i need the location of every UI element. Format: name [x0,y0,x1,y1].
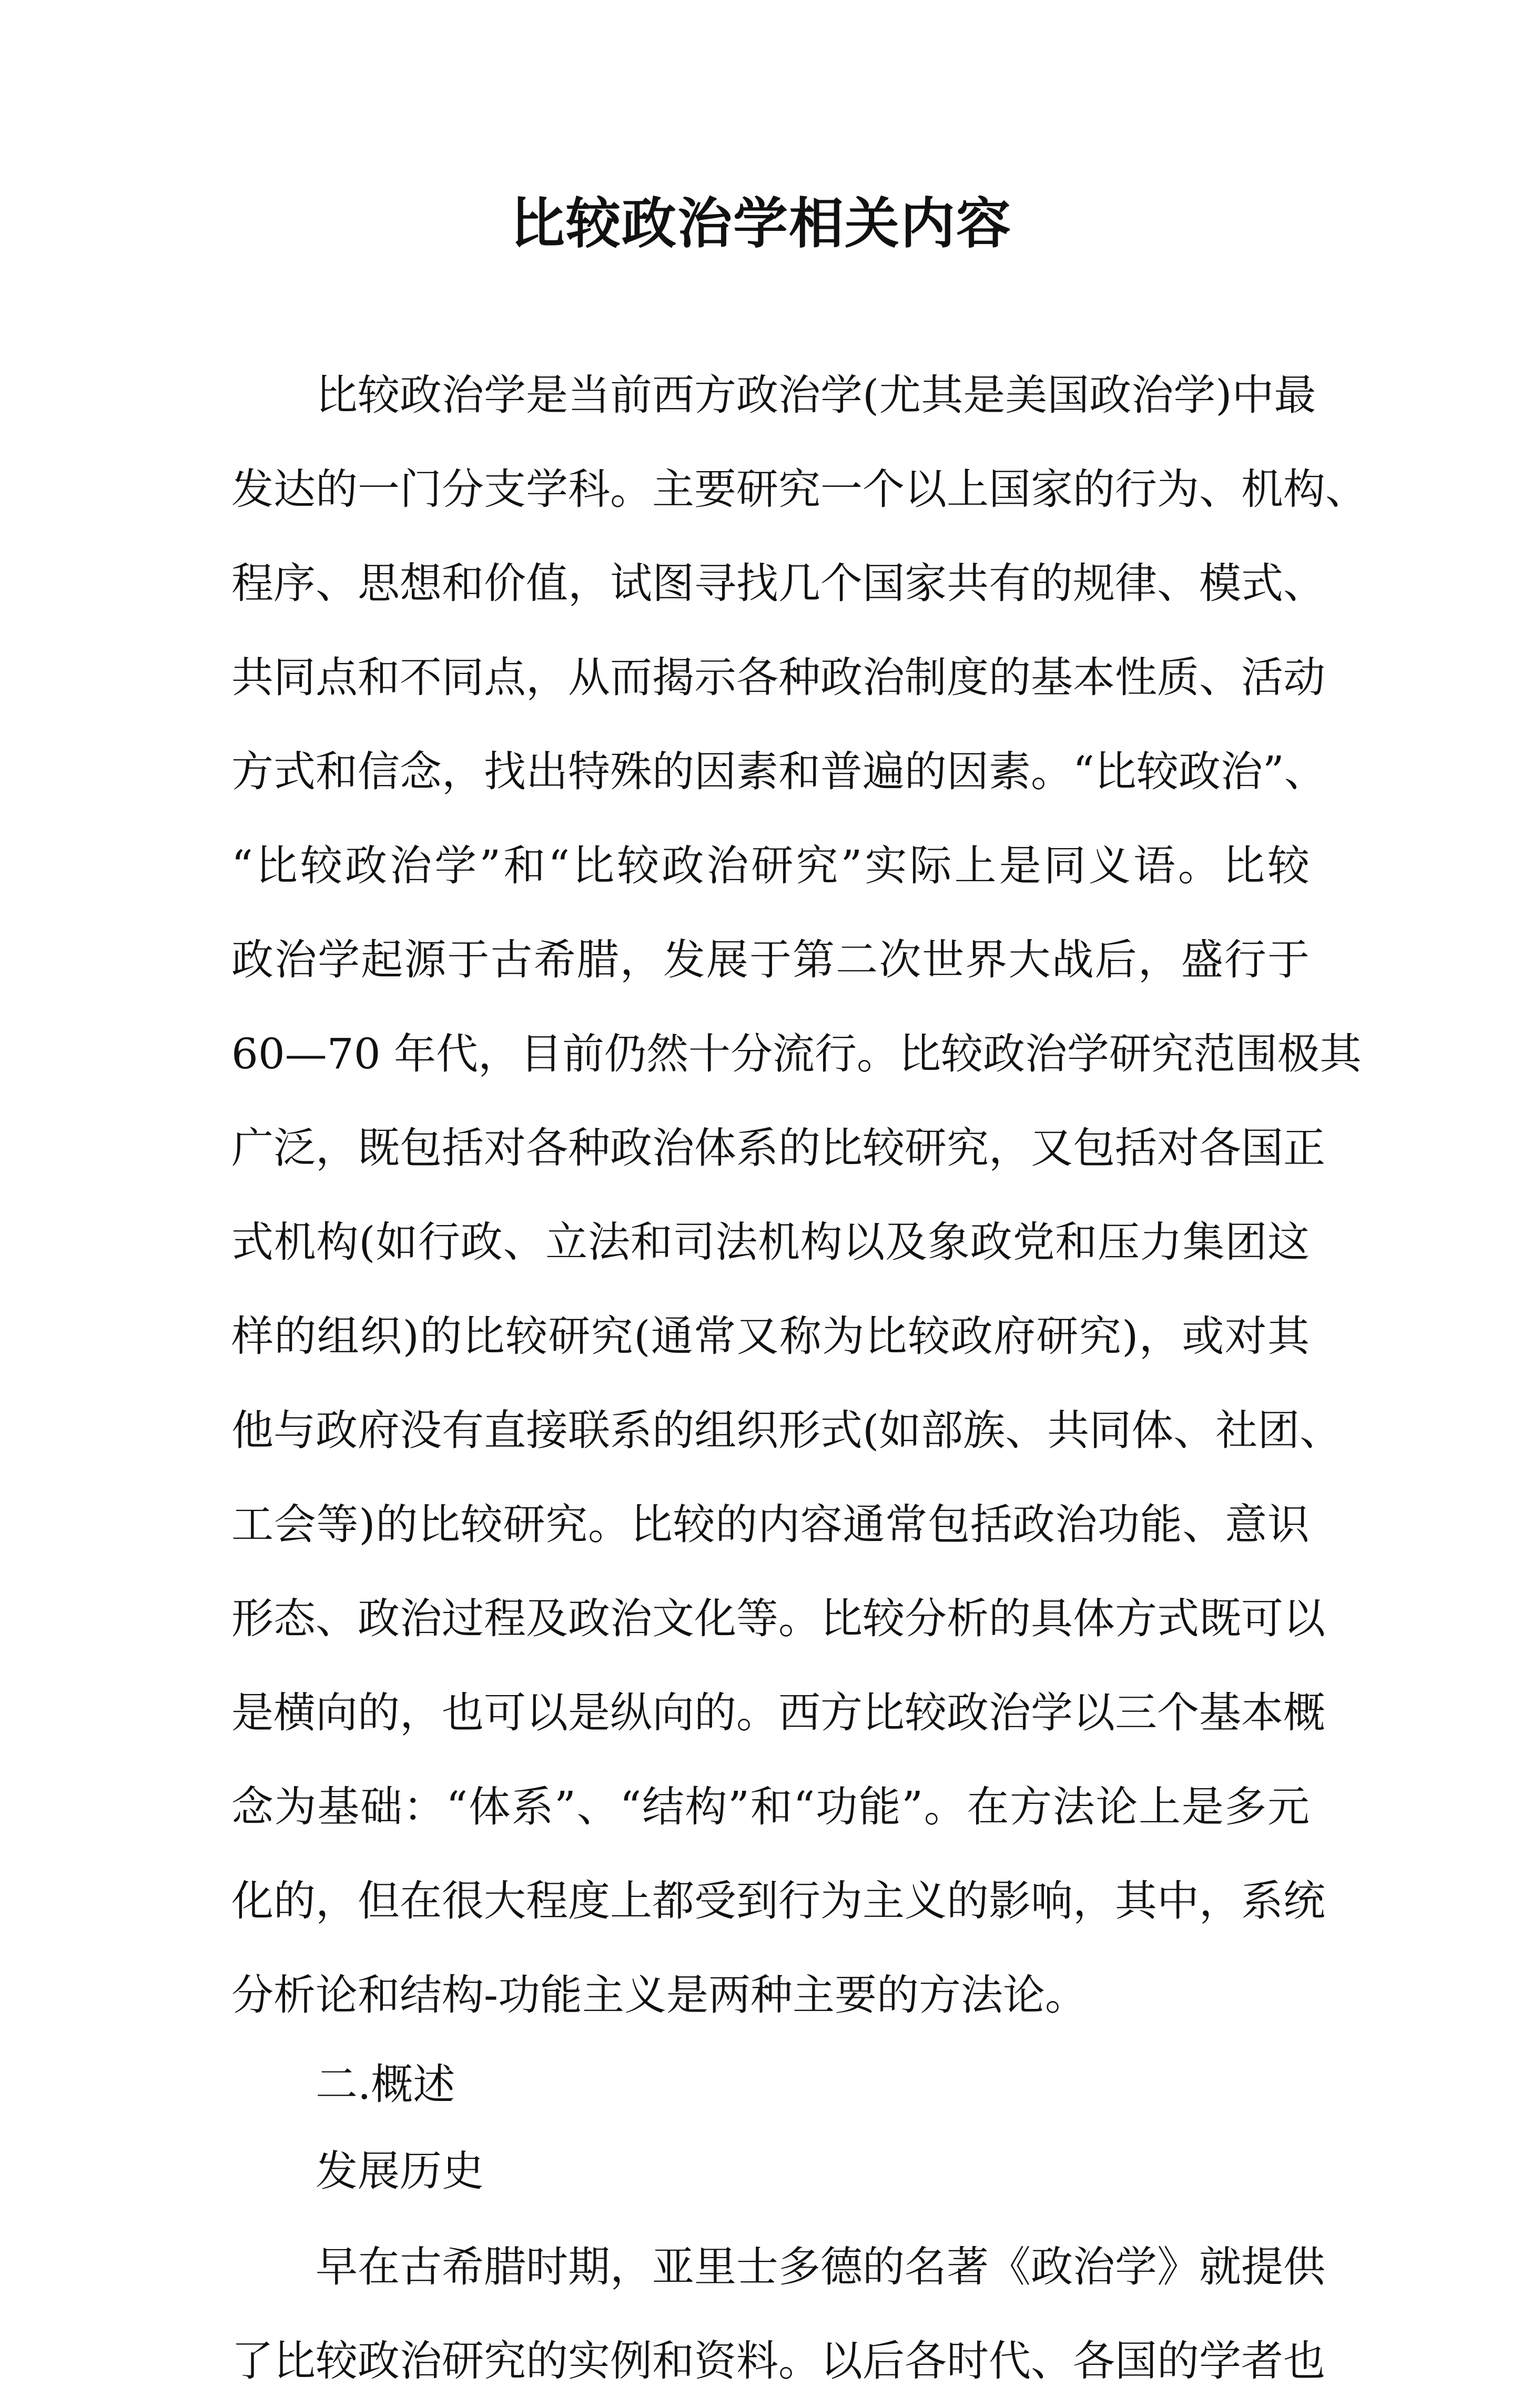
paragraph-line: “比较政治学”和“比较政治研究”实际上是同义语。比较 [231,841,1310,890]
paragraph-line: 化的，但在很大程度上都受到行为主义的影响，其中，系统 [231,1876,1325,1925]
subsection-heading: 发展历史 [316,2147,484,2196]
paragraph-line: 分析论和结构-功能主义是两种主要的方法论。 [231,1971,1088,2019]
paragraph-line: 比较政治学是当前西方政治学(尤其是美国政治学)中最 [316,371,1316,420]
paragraph-line: 是横向的，也可以是纵向的。西方比较政治学以三个基本概 [231,1688,1325,1737]
paragraph-line: 他与政府没有直接联系的组织形式(如部族、共同体、社团、 [231,1406,1342,1455]
paragraph-line: 工会等)的比较研究。比较的内容通常包括政治功能、意识 [231,1500,1310,1549]
paragraph-line: 方式和信念，找出特殊的因素和普遍的因素。“比较政治”、 [231,747,1326,796]
paragraph-line: 60—70 年代，目前仍然十分流行。比较政治学研究范围极其 [231,1029,1362,1078]
paragraph-line: 了比较政治研究的实例和资料。以后各时代、各国的学者也 [231,2336,1325,2385]
document-body [231,348,1367,2408]
paragraph-line: 发达的一门分支学科。主要研究一个以上国家的行为、机构、 [231,465,1367,514]
section-heading: 二.概述 [316,2060,455,2109]
paragraph-line: 政治学起源于古希腊，发展于第二次世界大战后，盛行于 [231,935,1310,984]
paragraph-line: 念为基础：“体系”、“结构”和“功能”。在方法论上是多元 [231,1782,1310,1831]
paragraph-line: 程序、思想和价值，试图寻找几个国家共有的规律、模式、 [231,559,1325,608]
document-title: 比较政治学相关内容 [510,191,1012,256]
paragraph-line: 早在古希腊时期，亚里士多德的名著《政治学》就提供 [316,2242,1325,2291]
paragraph-line: 样的组织)的比较研究(通常又称为比较政府研究)，或对其 [231,1312,1310,1361]
paragraph-1 [231,348,1367,2042]
paragraph-2 [231,2220,1325,2408]
paragraph-line: 广泛，既包括对各种政治体系的比较研究，又包括对各国正 [231,1124,1325,1172]
paragraph-line: 共同点和不同点，从而揭示各种政治制度的基本性质、活动 [231,653,1325,702]
paragraph-line: 形态、政治过程及政治文化等。比较分析的具体方式既可以 [231,1594,1325,1643]
paragraph-line: 式机构(如行政、立法和司法机构以及象政党和压力集团这 [231,1218,1310,1267]
